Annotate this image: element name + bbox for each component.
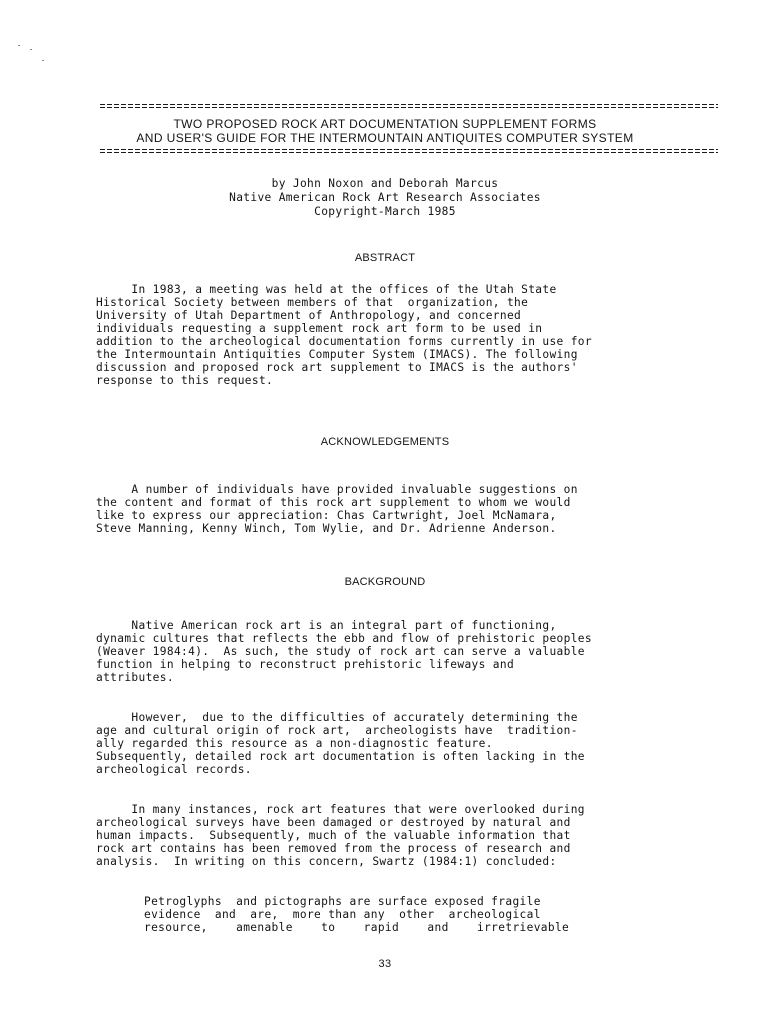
- acknowledgements-heading: ACKNOWLEDGEMENTS: [320, 436, 450, 448]
- scan-speck: [18, 45, 20, 46]
- background-heading: BACKGROUND: [344, 576, 426, 588]
- abstract-line: the Intermountain Antiquities Computer System (IMACS). The following: [96, 348, 578, 361]
- quote-line: Petroglyphs and pictographs are surface exposed fragile: [144, 895, 541, 908]
- background-line: archeological records.: [96, 763, 252, 776]
- background-line: ally regarded this resource as a non-diagnostic feature.: [96, 737, 493, 750]
- abstract-heading: ABSTRACT: [354, 252, 416, 264]
- acknowledgements-line: the content and format of this rock art supplement to whom we would: [96, 496, 571, 509]
- byline-organization: Native American Rock Art Research Associates: [229, 191, 541, 204]
- abstract-line: In 1983, a meeting was held at the offices of the Utah State: [96, 283, 557, 296]
- scan-speck: [42, 60, 44, 61]
- abstract-line: response to this request.: [96, 374, 274, 387]
- abstract-line: individuals requesting a supplement rock art form to be used in: [96, 322, 543, 335]
- acknowledgements-line: Steve Manning, Kenny Winch, Tom Wylie, and Dr. Adrienne Anderson.: [96, 522, 557, 535]
- byline-authors: by John Noxon and Deborah Marcus: [271, 177, 499, 190]
- abstract-line: addition to the archeological documentation forms currently in use for: [96, 335, 592, 348]
- background-line: attributes.: [96, 671, 174, 684]
- background-line: Native American rock art is an integral part of functioning,: [96, 619, 557, 632]
- title-rule-top: [100, 104, 718, 109]
- background-line: rock art contains has been removed from the process of research and: [96, 842, 571, 855]
- acknowledgements-line: like to express our appreciation: Chas Cartwright, Joel McNamara,: [96, 509, 557, 522]
- acknowledgements-line: A number of individuals have provided invaluable suggestions on: [96, 483, 578, 496]
- scan-speck: [30, 49, 32, 50]
- background-line: function in helping to reconstruct prehistoric lifeways and: [96, 658, 515, 671]
- abstract-line: Historical Society between members of that organization, the: [96, 296, 529, 309]
- title-line-2: AND USER'S GUIDE FOR THE INTERMOUNTAIN ANTIQUITES COMPUTER SYSTEM: [136, 131, 634, 145]
- page-number: 33: [378, 958, 392, 970]
- background-line: archeological surveys have been damaged or destroyed by natural and: [96, 816, 571, 829]
- background-line: (Weaver 1984:4). As such, the study of rock art can serve a valuable: [96, 645, 585, 658]
- background-line: However, due to the difficulties of accurately determining the: [96, 711, 578, 724]
- abstract-line: University of Utah Department of Anthropology, and concerned: [96, 309, 522, 322]
- background-line: age and cultural origin of rock art, archeologists have tradition-: [96, 724, 578, 737]
- title-line-1: TWO PROPOSED ROCK ART DOCUMENTATION SUPPLEMENT FORMS: [173, 117, 597, 131]
- byline-copyright: Copyright-March 1985: [314, 205, 456, 218]
- background-line: In many instances, rock art features that were overlooked during: [96, 803, 585, 816]
- background-line: human impacts. Subsequently, much of the valuable information that: [96, 829, 571, 842]
- quote-line: resource, amenable to rapid and irretrievable: [144, 921, 570, 934]
- quote-line: evidence and are, more than any other archeological: [144, 908, 541, 921]
- abstract-line: discussion and proposed rock art supplement to IMACS is the authors': [96, 361, 578, 374]
- background-line: analysis. In writing on this concern, Swartz (1984:1) concluded:: [96, 855, 557, 868]
- background-line: dynamic cultures that reflects the ebb and flow of prehistoric peoples: [96, 632, 592, 645]
- background-line: Subsequently, detailed rock art documentation is often lacking in the: [96, 750, 585, 763]
- title-rule-bottom: [100, 149, 718, 154]
